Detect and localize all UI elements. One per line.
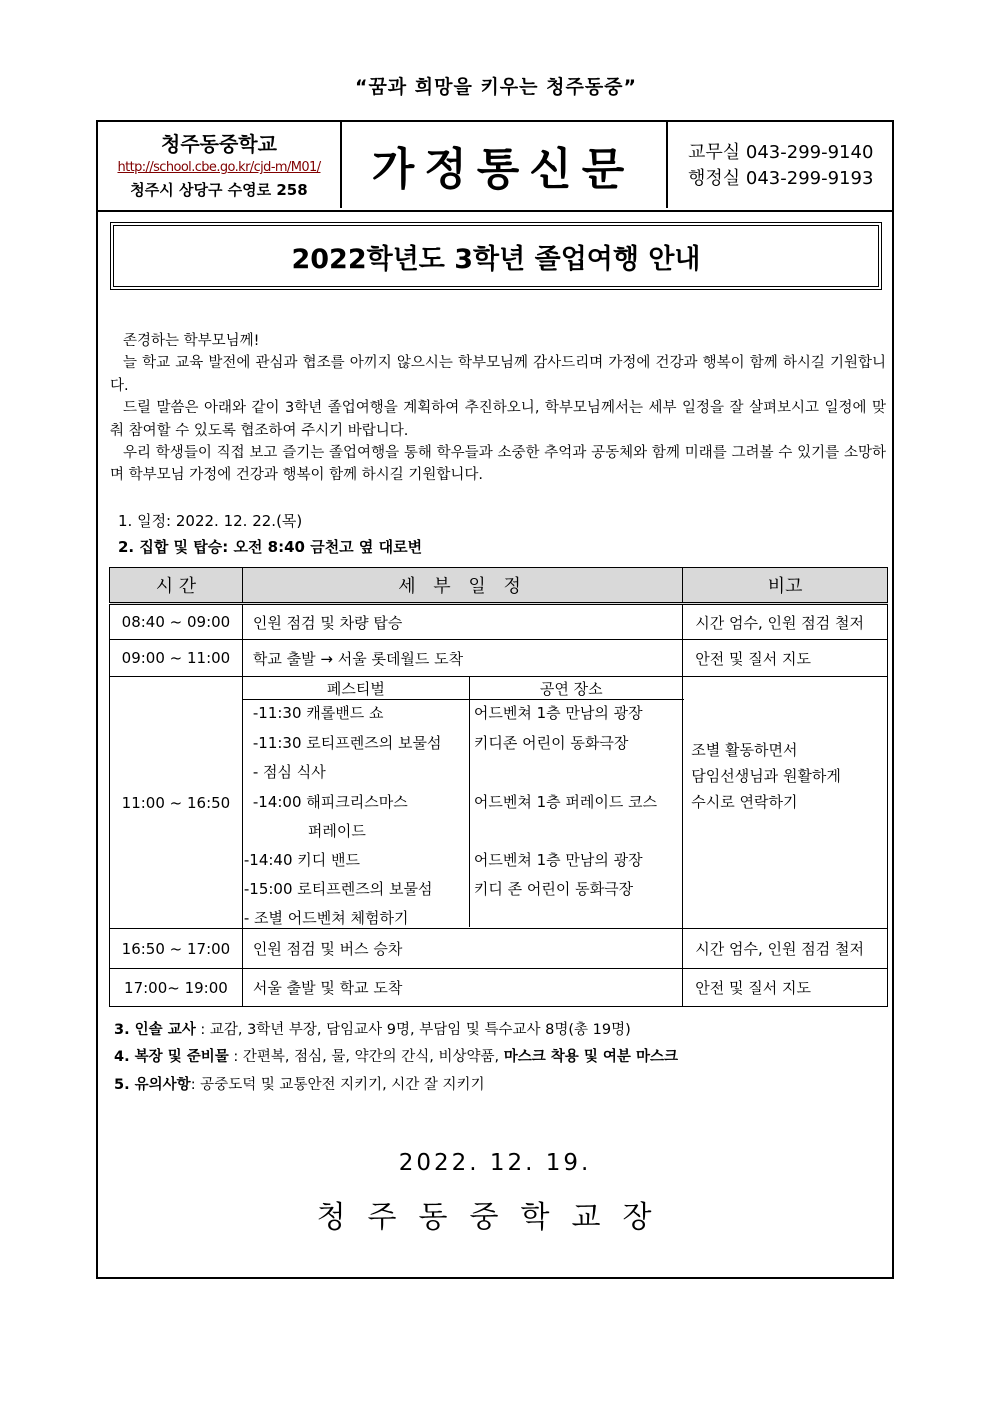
festival-line: 퍼레이드 [307,822,366,840]
item-supplies-text: : 간편복, 점심, 물, 약간의 간식, 비상약품, [228,1049,504,1065]
item-teachers [114,1018,631,1039]
venue-line: 키디존 어린이 동화극장 [473,734,629,752]
festival-line: -14:00 해피크리스마스 [252,793,408,811]
venue-line: 어드벤쳐 1층 만남의 광장 [473,704,643,722]
table-row [110,640,888,677]
issue-date: 2022. 12. 19. [398,1150,592,1176]
letter-paragraph-1: 늘 학교 교육 발전에 관심과 협조를 아끼지 않으시는 학부모님께 감사드리며 가정에 건강과 행복이 함께 하시길 기원합니다. [110,355,886,394]
letter-body [110,330,886,487]
school-url-link[interactable]: http://school.cbe.go.kr/cjd-m/M01/ [117,160,321,175]
row-time: 11:00 ~ 16:50 [110,677,243,929]
row-desc: 서울 출발 및 학교 도착 [242,969,682,1007]
contact-phones [688,140,873,192]
festival-line: -11:30 캐롤밴드 쇼 [252,704,384,722]
item-teachers-text: : 교감, 3학년 부장, 담임교사 9명, 부담임 및 특수교사 8명(총 19명) [195,1022,631,1038]
row-note: 시간 엄수, 인원 점검 철저 [683,929,888,969]
header [98,122,892,212]
row-note: 안전 및 질서 지도 [683,640,888,677]
festival-line: -14:40 키디 밴드 [243,851,361,869]
page-title: 가정통신문 [340,122,668,208]
header-detail: 세 부 일 정 [242,568,682,604]
school-name: 청주동중학교 [161,132,277,156]
note-line: 조별 활동하면서 [691,741,798,759]
venue-line: 어드벤쳐 1층 퍼레이드 코스 [473,793,658,811]
letter-paragraph-2: 드릴 말씀은 아래와 같이 3학년 졸업여행을 계획하여 추진하오니, 학부모님께서는 세부 일정을 잘 살펴보시고 일정에 맞춰 참여할 수 있도록 협조하여 주시기 바랍니다. [110,400,886,439]
letter-paragraph-3: 우리 학생들이 직접 보고 즐기는 졸업여행을 통해 학우들과 소중한 추억과 공동체와 함께 미래를 그려볼 수 있기를 소망하며 학부모님 가정에 건강과 행복이 함께 하시길 기원합니다. [110,445,886,484]
school-address: 청주시 상당구 수영로 258 [130,181,308,199]
item-supplies-label: 4. 복장 및 준비물 [114,1049,229,1065]
item-meeting: 2. 집합 및 탑승: 오전 8:40 금천고 옆 대로변 [118,538,423,556]
venue-header: 공연 장소 [539,680,603,698]
item-teachers-label: 3. 인솔 교사 [114,1022,196,1038]
table-row-festival [110,677,888,929]
phone-office: 교무실 043-299-9140 [688,142,874,163]
row-note: 시간 엄수, 인원 점검 철저 [683,604,888,640]
row-time: 16:50 ~ 17:00 [110,929,243,969]
row-desc: 학교 출발 → 서울 롯데월드 도착 [242,640,682,677]
item-cautions-label: 5. 유의사항 [114,1077,191,1093]
festival-line: -11:30 로티프렌즈의 보물섬 [252,734,442,752]
note-line: 수시로 연락하기 [691,793,798,811]
phone-admin: 행정실 043-299-9193 [688,168,874,189]
table-row [110,604,888,640]
item-supplies-mask: 마스크 착용 및 여분 마스크 [503,1049,678,1065]
greeting: 존경하는 학부모님께! [123,333,260,349]
festival-header: 페스티벌 [326,680,385,698]
festival-line: - 조별 어드벤쳐 체험하기 [243,909,409,927]
festival-cell [242,677,682,929]
item-cautions-text: : 공중도덕 및 교통안전 지키기, 시간 잘 지키기 [190,1077,485,1093]
header-note: 비고 [683,568,888,604]
subject-title: 2022학년도 3학년 졸업여행 안내 [113,225,879,287]
schedule-table [109,567,888,1007]
row-time: 17:00~ 19:00 [110,969,243,1007]
venue-line: 어드벤쳐 1층 만남의 광장 [473,851,643,869]
festival-line: - 점심 식사 [252,763,326,781]
row-desc: 인원 점검 및 버스 승차 [242,929,682,969]
item-cautions [114,1073,485,1094]
newsletter-frame [96,120,894,1279]
table-header-row [110,568,888,604]
row-desc: 인원 점검 및 차량 탑승 [242,604,682,640]
slogan: “꿈과 희망을 키우는 청주동중” [354,76,638,98]
table-row [110,969,888,1007]
item-supplies [114,1045,678,1066]
row-note: 안전 및 질서 지도 [683,969,888,1007]
table-row [110,929,888,969]
festival-line: -15:00 로티프렌즈의 보물섬 [243,880,433,898]
note-line: 담임선생님과 원활하게 [691,767,841,785]
subject-box [110,222,882,290]
school-info [98,122,342,208]
principal-signature: 청주동중학교장 [316,1200,674,1235]
header-time: 시 간 [110,568,243,604]
venue-line: 키디 존 어린이 동화극장 [473,880,634,898]
row-time: 08:40 ~ 09:00 [110,604,243,640]
item-schedule: 1. 일정: 2022. 12. 22.(목) [118,512,303,530]
festival-note [683,677,888,929]
row-time: 09:00 ~ 11:00 [110,640,243,677]
